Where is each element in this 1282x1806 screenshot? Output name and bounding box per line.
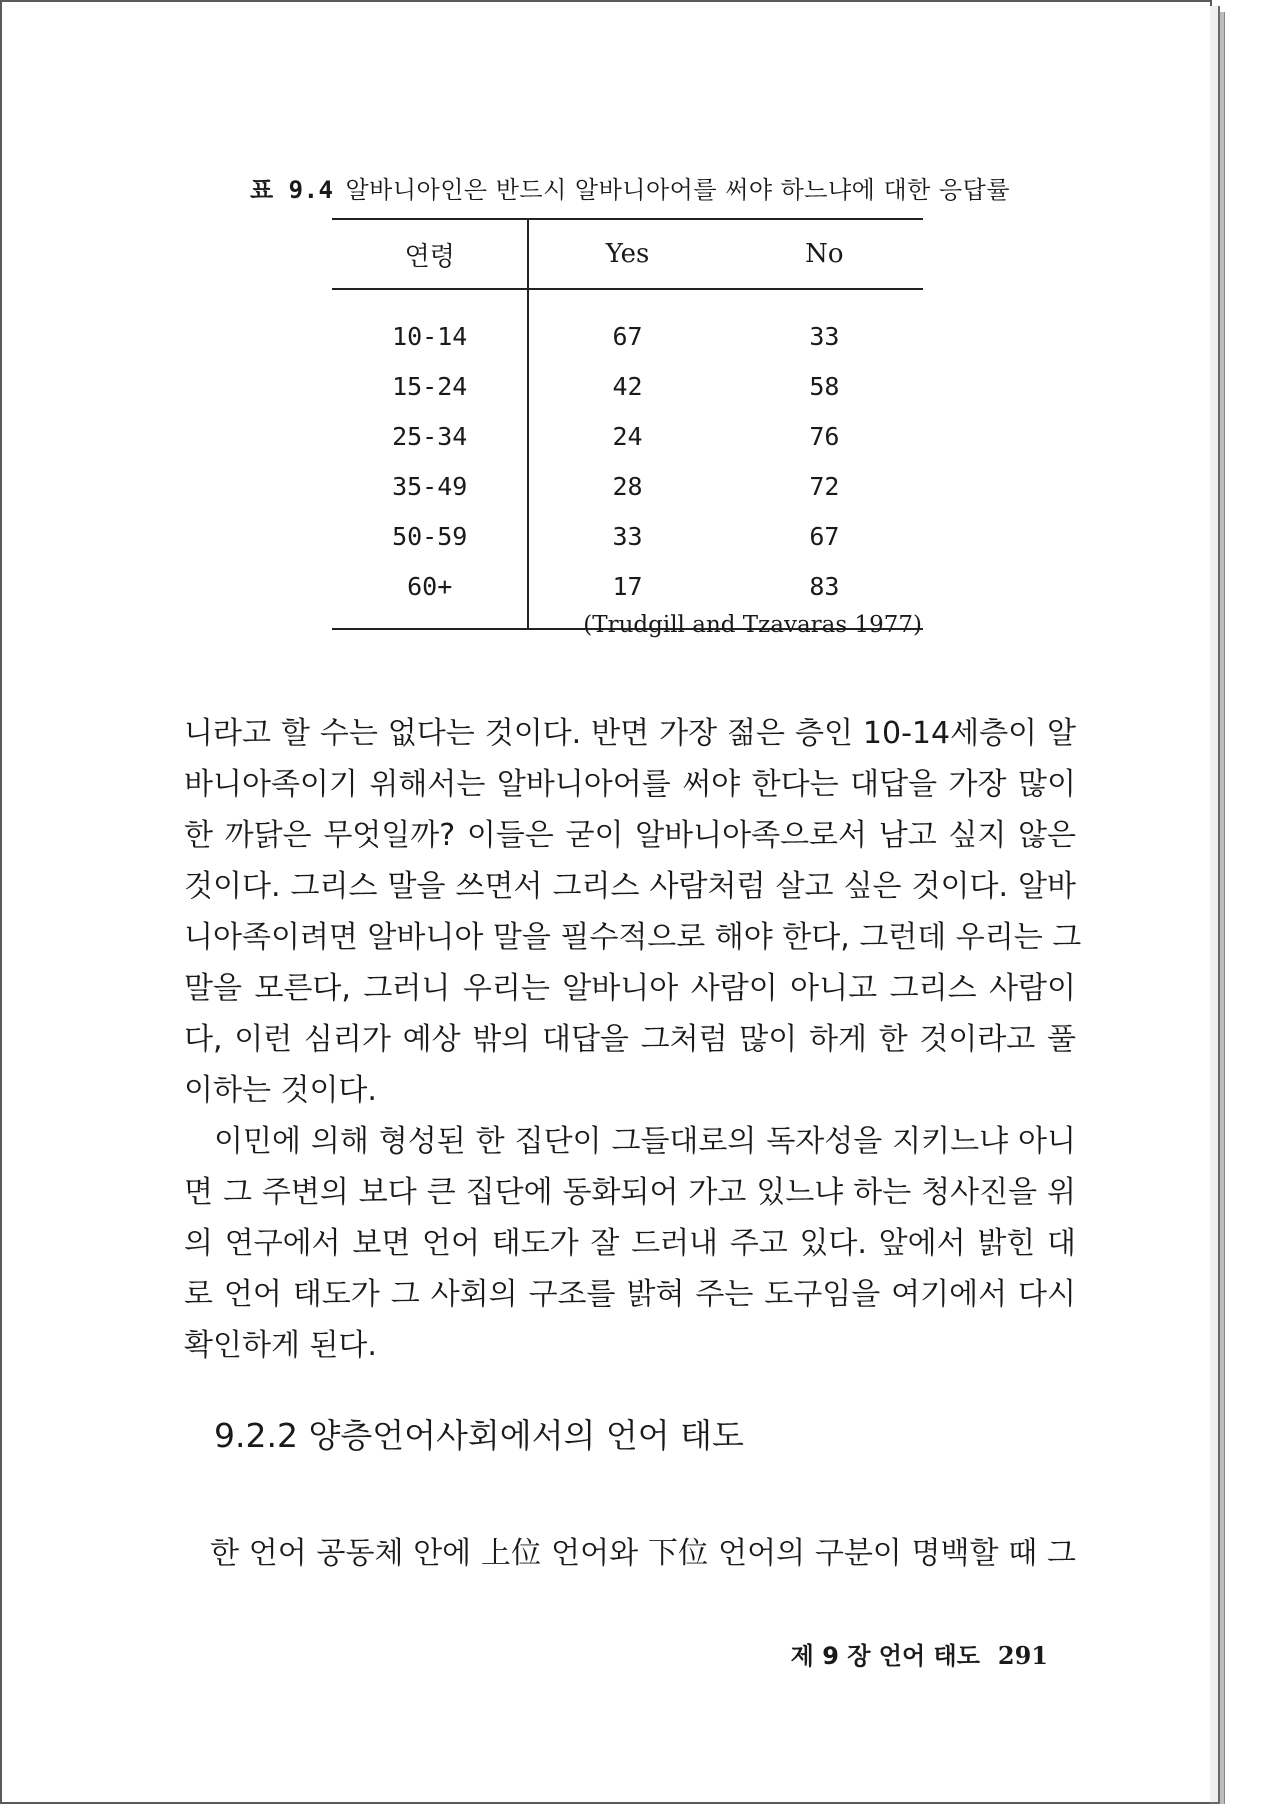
- body-text: [184, 708, 1082, 1371]
- table-header-no: No: [726, 219, 923, 289]
- table-source: (Trudgill and Tzavaras 1977): [583, 612, 922, 638]
- table-row: [332, 361, 923, 411]
- page-footer: [780, 1636, 1048, 1671]
- text-line: 니라고 할 수는 없다는 것이다. 반면 가장 젊은 층인 10-14세층이 알: [184, 716, 1076, 751]
- footer-chapter: 제 9 장 언어 태도: [790, 1642, 980, 1670]
- table-cell-no: 33: [809, 321, 840, 351]
- response-table: [332, 218, 923, 630]
- table-row: [332, 511, 923, 561]
- text-line: 한 까닭은 무엇일까? 이들은 굳이 알바니아족으로서 남고 싶지 않은: [184, 818, 1076, 853]
- table-header-yes: Yes: [528, 219, 725, 289]
- text-line: 확인하게 된다.: [184, 1328, 377, 1363]
- table-caption-text: 알바니아인은 반드시 알바니아어를 써야 하느냐에 대한 응답률: [345, 176, 1011, 204]
- table-cell-age: 50-59: [332, 511, 528, 561]
- section-first-line: 한 언어 공동체 안에 上位 언어와 下位 언어의 구분이 명백할 때 그: [210, 1536, 1076, 1571]
- table-cell-age: 35-49: [332, 461, 528, 511]
- text-line: 이민에 의해 형성된 한 집단이 그들대로의 독자성을 지키느냐 아니: [214, 1124, 1076, 1159]
- table-cell-age: 25-34: [332, 411, 528, 461]
- paragraph-2: [184, 1116, 1076, 1371]
- table-row: [332, 411, 923, 461]
- table-cell-yes: 24: [612, 421, 643, 451]
- section-heading: 9.2.2 양층언어사회에서의 언어 태도: [214, 1416, 744, 1455]
- table-cell-no: 76: [809, 421, 840, 451]
- text-line: 니아족이려면 알바니아 말을 필수적으로 해야 한다, 그런데 우리는 그: [184, 920, 1082, 955]
- table-cell-age: 60+: [332, 561, 528, 629]
- table-cell-no: 67: [809, 521, 840, 551]
- text-line: 것이다. 그리스 말을 쓰면서 그리스 사람처럼 살고 싶은 것이다. 알바: [184, 869, 1076, 904]
- page-edge: [1210, 6, 1220, 1804]
- page-number: 291: [997, 1641, 1048, 1670]
- text-line: 이하는 것이다.: [184, 1073, 377, 1108]
- text-line: 의 연구에서 보면 언어 태도가 잘 드러내 주고 있다. 앞에서 밝힌 대: [184, 1226, 1076, 1261]
- table-cell-no: 58: [809, 371, 840, 401]
- text-line: 면 그 주변의 보다 큰 집단에 동화되어 가고 있느냐 하는 청사진을 위: [184, 1175, 1076, 1210]
- table-cell-yes: 33: [612, 521, 643, 551]
- table-cell-age: 10-14: [332, 289, 528, 361]
- table-header-age: 연령: [332, 219, 528, 289]
- table-caption-number: 표 9.4: [250, 176, 334, 204]
- table-row: [332, 461, 923, 511]
- table-cell-no: 83: [726, 561, 923, 629]
- text-line: 로 언어 태도가 그 사회의 구조를 밝혀 주는 도구임을 여기에서 다시: [184, 1277, 1076, 1312]
- text-line: 말을 모른다, 그러니 우리는 알바니아 사람이 아니고 그리스 사람이: [184, 971, 1076, 1006]
- table-cell-no: 72: [809, 471, 840, 501]
- paragraph-1: [184, 708, 1082, 1116]
- table-cell-age: 15-24: [332, 361, 528, 411]
- table-cell-yes: 67: [612, 321, 643, 351]
- table-caption: [250, 170, 1010, 205]
- page-edge-shadow: [1220, 12, 1225, 1804]
- text-line: 바니아족이기 위해서는 알바니아어를 써야 한다는 대답을 가장 많이: [184, 767, 1076, 802]
- table-cell-yes: 42: [612, 371, 643, 401]
- table-cell-yes: 17: [528, 561, 725, 629]
- table-cell-yes: 28: [612, 471, 643, 501]
- table-row: [332, 289, 923, 361]
- text-line: 다, 이런 심리가 예상 밖의 대답을 그처럼 많이 하게 한 것이라고 풀: [184, 1022, 1076, 1057]
